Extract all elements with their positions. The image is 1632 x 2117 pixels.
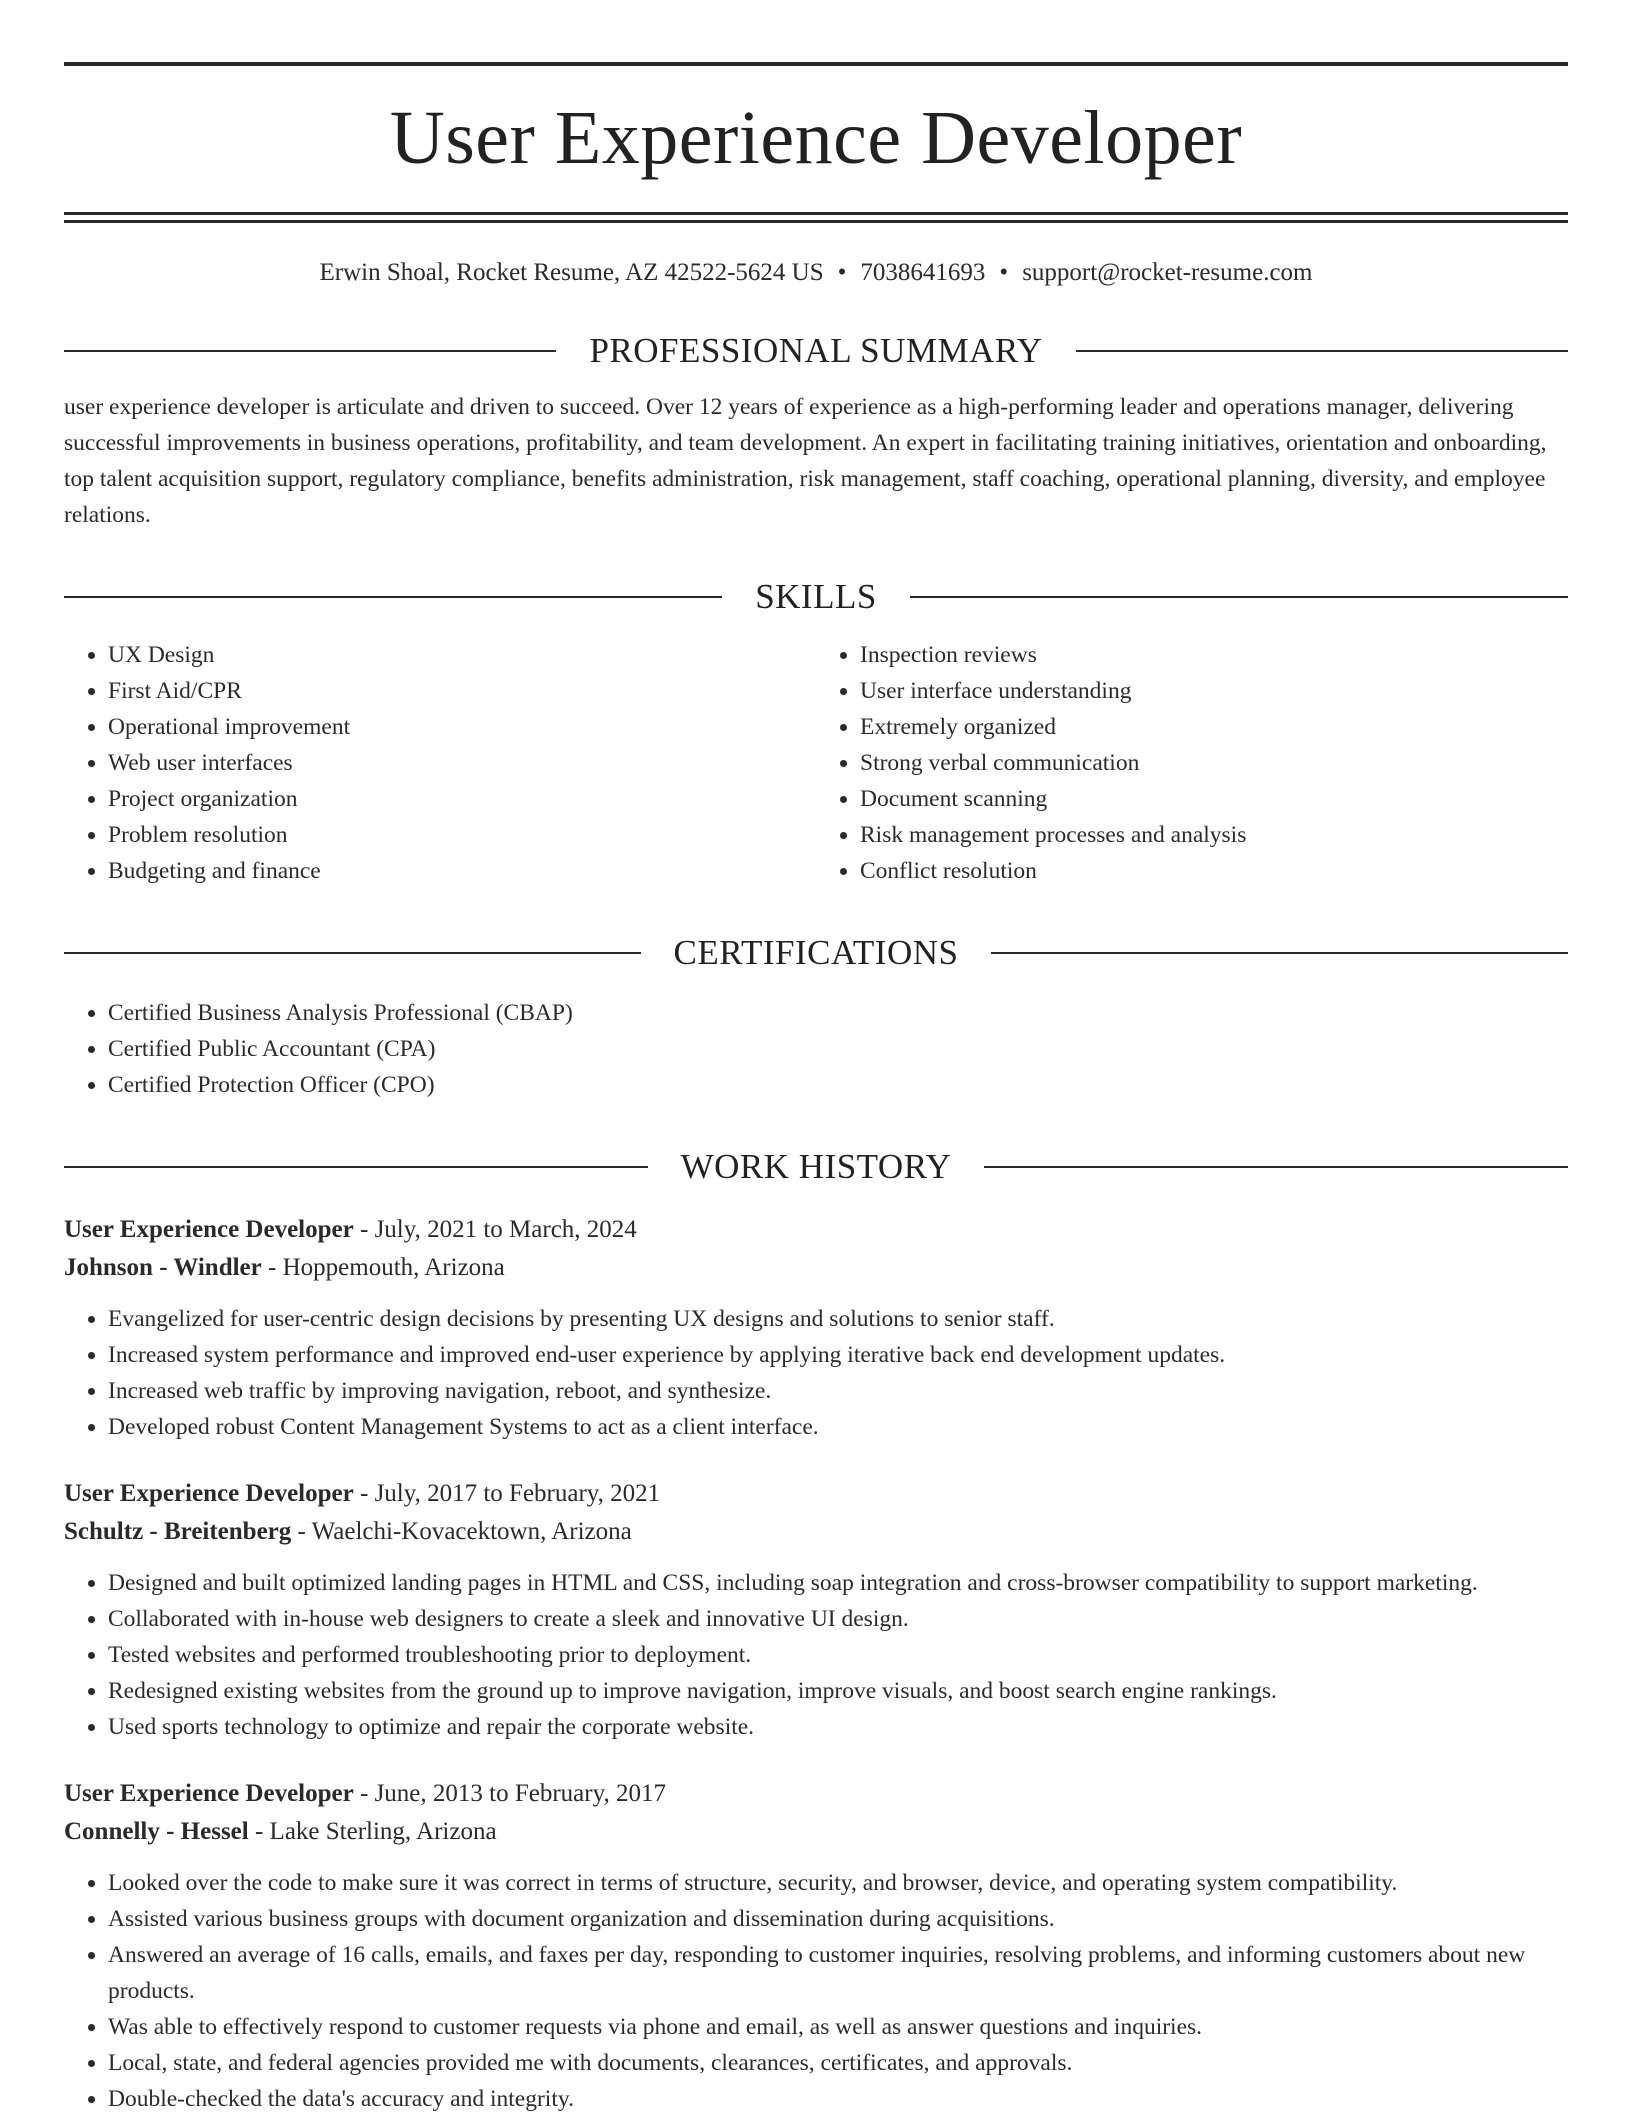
skill-item: • Document scanning	[860, 781, 1568, 817]
job-bullet: • Used sports technology to optimize and repair the corporate website.	[108, 1709, 1568, 1745]
section-heading-summary	[64, 331, 1568, 371]
job-bullet: • Designed and built optimized landing pages in HTML and CSS, including soap integration and cross-browser compatibility to support marketing.	[108, 1565, 1568, 1601]
section-heading-certifications	[64, 933, 1568, 973]
job-role: User Experience Developer	[64, 1480, 354, 1507]
certification-item: • Certified Protection Officer (CPO)	[108, 1067, 1568, 1103]
skill-item: • Strong verbal communication	[860, 745, 1568, 781]
job-dates: June, 2013 to February, 2017	[374, 1780, 666, 1807]
job-entry	[64, 1775, 1568, 2117]
job-entry	[64, 1211, 1568, 1445]
certification-item: • Certified Public Accountant (CPA)	[108, 1031, 1568, 1067]
job-company: Schultz - Breitenberg	[64, 1518, 292, 1545]
job-bullet: • Assisted various business groups with document organization and dissemination during acquisitions.	[108, 1901, 1568, 1937]
heading-rule-left	[64, 350, 556, 352]
job-bullet: • Looked over the code to make sure it was correct in terms of structure, security, and browser, device, and operating system compatibility.	[108, 1865, 1568, 1901]
skill-item: • User interface understanding	[860, 673, 1568, 709]
job-company: Johnson - Windler	[64, 1254, 262, 1281]
job-bullets	[64, 1865, 1568, 2117]
job-title-line: User Experience Developer - July, 2021 to March, 2024	[64, 1216, 637, 1243]
skills-column-left	[64, 637, 816, 889]
job-bullet: • Redesigned existing websites from the ground up to improve navigation, improve visuals, and boost search engine rankings.	[108, 1673, 1568, 1709]
skill-item: • Web user interfaces	[108, 745, 816, 781]
contact-separator: •	[999, 259, 1009, 286]
job-bullet: • Tested websites and performed troubleshooting prior to deployment.	[108, 1637, 1568, 1673]
job-bullets	[64, 1565, 1568, 1745]
resume-name: User Experience Developer	[389, 96, 1243, 180]
skill-item: • Extremely organized	[860, 709, 1568, 745]
skill-item: • Operational improvement	[108, 709, 816, 745]
job-bullet: • Answered an average of 16 calls, emails, and faxes per day, responding to customer inquiries, resolving problems, and informing customers about new products.	[108, 1937, 1568, 2009]
certifications-list	[64, 995, 1568, 1103]
certification-item: • Certified Business Analysis Professional (CBAP)	[108, 995, 1568, 1031]
job-bullet: • Double-checked the data's accuracy and integrity.	[108, 2081, 1568, 2117]
job-entry	[64, 1475, 1568, 1745]
heading-rule-left	[64, 952, 641, 954]
heading-rule-right	[991, 952, 1568, 954]
skills-list	[64, 637, 1568, 889]
header-top-rule	[64, 62, 1568, 66]
job-bullets	[64, 1301, 1568, 1445]
skill-item: • UX Design	[108, 637, 816, 673]
skill-item: • First Aid/CPR	[108, 673, 816, 709]
job-dates: July, 2021 to March, 2024	[374, 1216, 637, 1243]
contact-email: support@rocket-resume.com	[1022, 259, 1313, 286]
skill-item: • Risk management processes and analysis	[860, 817, 1568, 853]
job-role: User Experience Developer	[64, 1780, 354, 1807]
section-heading-skills	[64, 577, 1568, 617]
skill-item: • Conflict resolution	[860, 853, 1568, 889]
job-bullet: • Collaborated with in-house web designers to create a sleek and innovative UI design.	[108, 1601, 1568, 1637]
job-location: Lake Sterling, Arizona	[269, 1818, 497, 1845]
skills-column-right	[816, 637, 1568, 889]
job-bullet: • Developed robust Content Management Systems to act as a client interface.	[108, 1409, 1568, 1445]
section-heading-work-history	[64, 1147, 1568, 1187]
skill-item: • Budgeting and finance	[108, 853, 816, 889]
heading-rule-right	[984, 1166, 1568, 1168]
heading-rule-left	[64, 596, 722, 598]
summary-text: user experience developer is articulate and driven to succeed. Over 12 years of experience as a high-performing leader and operations manager, delivering successful improvements in business operations, profitability, and team development. An expert in facilitating training initiatives, orientation and onboarding, top talent acquisition support, regulatory compliance, benefits administration, risk management, staff coaching, operational planning, diversity, and employee relations.	[64, 394, 1547, 528]
heading-rule-right	[910, 596, 1568, 598]
job-dates: July, 2017 to February, 2021	[374, 1480, 661, 1507]
section-title: SKILLS	[755, 577, 877, 616]
heading-rule-left	[64, 1166, 648, 1168]
section-title: CERTIFICATIONS	[673, 933, 959, 972]
job-role: User Experience Developer	[64, 1216, 354, 1243]
job-bullet: • Increased system performance and improved end-user experience by applying iterative back end development updates.	[108, 1337, 1568, 1373]
job-company-line: Johnson - Windler - Hoppemouth, Arizona	[64, 1254, 505, 1281]
header-double-rule	[64, 212, 1568, 223]
job-location: Waelchi-Kovacektown, Arizona	[311, 1518, 632, 1545]
job-company-line: Connelly - Hessel - Lake Sterling, Arizona	[64, 1818, 497, 1845]
contact-phone: 7038641693	[860, 259, 986, 286]
skill-item: • Problem resolution	[108, 817, 816, 853]
job-location: Hoppemouth, Arizona	[282, 1254, 505, 1281]
job-bullet: • Increased web traffic by improving navigation, reboot, and synthesize.	[108, 1373, 1568, 1409]
section-title: PROFESSIONAL SUMMARY	[589, 331, 1043, 370]
job-bullet: • Was able to effectively respond to customer requests via phone and email, as well as answer questions and inquiries.	[108, 2009, 1568, 2045]
section-title: WORK HISTORY	[680, 1147, 952, 1186]
job-bullet: • Evangelized for user-centric design decisions by presenting UX designs and solutions to senior staff.	[108, 1301, 1568, 1337]
heading-rule-right	[1076, 350, 1568, 352]
resume-page	[64, 0, 1568, 2117]
job-title-line: User Experience Developer - July, 2017 to February, 2021	[64, 1480, 661, 1507]
job-bullet: • Local, state, and federal agencies provided me with documents, clearances, certificates, and approvals.	[108, 2045, 1568, 2081]
skill-item: • Project organization	[108, 781, 816, 817]
skill-item: • Inspection reviews	[860, 637, 1568, 673]
job-title-line: User Experience Developer - June, 2013 to February, 2017	[64, 1780, 666, 1807]
contact-separator: •	[837, 259, 847, 286]
job-company: Connelly - Hessel	[64, 1818, 249, 1845]
contact-address: Erwin Shoal, Rocket Resume, AZ 42522-5624 US	[319, 259, 824, 286]
job-company-line: Schultz - Breitenberg - Waelchi-Kovacektown, Arizona	[64, 1518, 632, 1545]
contact-line	[64, 259, 1568, 287]
